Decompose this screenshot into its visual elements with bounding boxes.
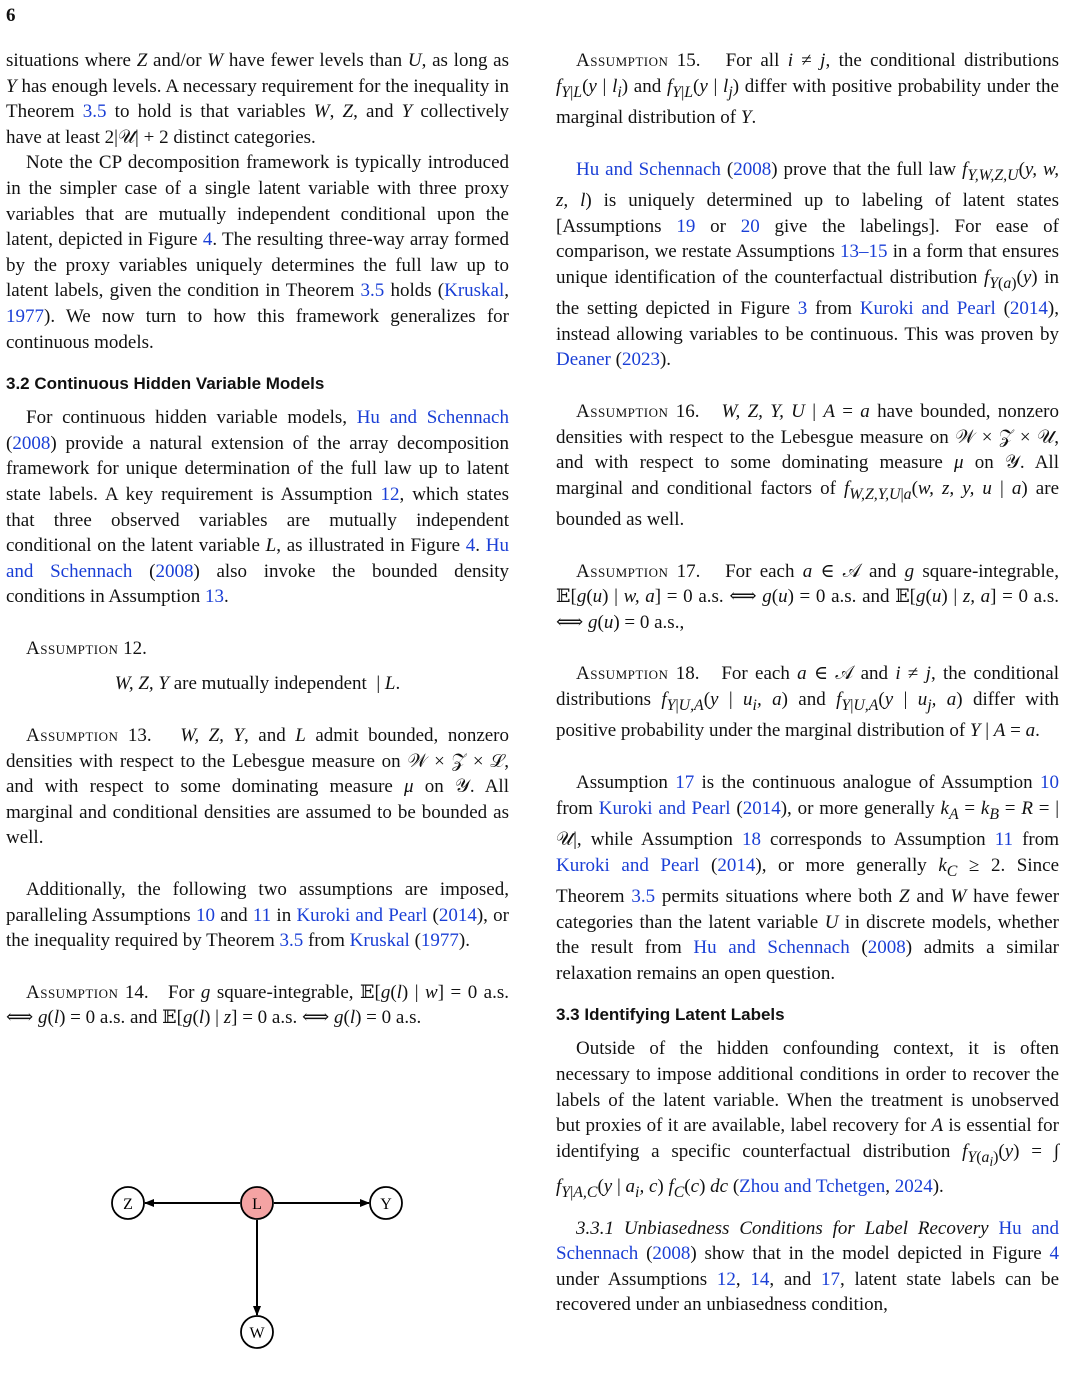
link-citation[interactable]: 2014 [1009,298,1048,320]
right-column [556,48,1059,1318]
node-w-label: W [249,1325,265,1342]
node-z-label: Z [123,1196,133,1213]
link-citation[interactable]: Zhou and Tchetgen [739,1176,886,1198]
paragraph: Additionally, the following two assumptions are imposed, paralleling Assumptions 10 and 11 in Kuroki and Pearl (2014), or the inequality required by Theorem 3.5 from Kruskal (1977). [6,879,509,952]
paragraph: Outside of the hidden confounding context, it is often necessary to impose additional conditions in order to recover the labels of the latent variable. When the treatment is unobserved but proxies of it are available, label recovery for A is essential for identifying a specific counterfactual distribution $f_{Y(a_i)}(y)$ = ∫ $f_{Y|A,C}(y$ | $a_i$, c) $f_C(c)$ dc (Zhou and Tchetgen, 2024). [556,1038,1059,1202]
link-theorem[interactable]: 3.5 [82,101,107,123]
link-assumption[interactable]: 12 [716,1268,736,1290]
link-citation[interactable]: 1977 [420,930,459,952]
link-citation[interactable]: Hu and Schennach [356,407,509,429]
link-assumption[interactable]: 13 [205,586,224,608]
link-assumption[interactable]: 11 [252,904,272,926]
link-figure[interactable]: 4 [202,229,213,251]
paragraph: Assumption 17 is the continuous analogue of Assumption 10 from Kuroki and Pearl (2014), or more generally $k_A = k_B = R$ = |𝒰|, while Assumption 18 corresponds to Assumption 11 from Kuroki and Pearl (2014), or more generally $k_C \ge 2$. Since Theorem 3.5 permits situations where both Z and W have fewer categories than the latent variable U in discrete models, whether the result from Hu and Schennach (2008) admits a similar relaxation remains an open question. [556,772,1060,984]
link-theorem[interactable]: 3.5 [631,886,656,908]
link-assumption[interactable]: 18 [741,829,761,851]
assumption-13: Assumption 13. W, Z, Y, and L admit bounded, nonzero densities with respect to the Lebesgue measure on 𝒲 × 𝒵 × ℒ, and with respect to some dominating measure μ on 𝒴. All marginal and conditional densities are assumed to be bounded as well. [6,725,510,849]
link-citation[interactable]: 2008 [733,158,772,180]
link-assumption[interactable]: 20 [740,215,760,237]
link-citation[interactable]: 2008 [155,560,194,582]
assumption-18: Assumption 18. For each a ∈ 𝒜 and i ≠ j, the conditional distributions $f_{Y|U,A}(y$ | $u_i$, a) and $f_{Y|U,A}(y$ | $u_j$, a) differ with positive probability under the marginal distribution of Y | A = a. [556,663,1059,742]
subsection-paragraph: 3.3.1 Unbiasedness Conditions for Label Recovery Hu and Schennach (2008) show that in the model depicted in Figure 4 under Assumptions 12, 14, and 17, latent state labels can be recovered under an unbiasedness condition, [556,1217,1060,1316]
left-column [6,48,509,1031]
link-citation[interactable]: 2024 [894,1176,933,1198]
link-citation[interactable]: Kuroki and Pearl [859,298,996,320]
link-citation[interactable]: 2008 [867,937,906,959]
link-figure[interactable]: 3 [797,298,808,320]
figure-4-diagram [100,1180,420,1360]
link-theorem[interactable]: 3.5 [279,930,304,952]
link-assumption[interactable]: 17 [821,1268,841,1290]
link-assumption[interactable]: 12 [380,483,400,505]
link-citation[interactable]: 2014 [717,854,756,876]
link-assumption[interactable]: 17 [675,772,695,794]
link-citation[interactable]: 2008 [12,432,51,454]
link-citation[interactable]: Hu and Schennach [576,158,721,180]
assumption-12-equation: W, Z, Y are mutually independent | L. [114,673,401,695]
page-number: 6 [6,5,16,26]
link-assumption[interactable]: 10 [195,904,215,926]
link-citation[interactable]: Kuroki and Pearl [556,854,700,876]
node-l-label: L [252,1196,262,1213]
link-citation[interactable]: Hu and Schennach [6,535,509,582]
link-theorem[interactable]: 3.5 [360,280,385,302]
link-citation[interactable]: Kruskal [444,280,505,302]
link-citation[interactable]: Kuroki and Pearl [598,797,731,819]
link-citation[interactable]: 2023 [621,349,660,371]
assumption-14: Assumption 14. For g square-integrable, 𝔼[g(l) | w] = 0 a.s. ⟺ g(l) = 0 a.s. and 𝔼[g(l) | z] = 0 a.s. ⟺ g(l) = 0 a.s. [6,981,509,1029]
assumption-17: Assumption 17. For each a ∈ 𝒜 and g square-integrable, 𝔼[g(u) | w, a] = 0 a.s. ⟺ g(u) = 0 a.s. and 𝔼[g(u) | z, a] = 0 a.s. ⟺ g(u) = 0 a.s., [556,560,1059,633]
link-citation[interactable]: 1977 [6,305,44,327]
paragraph: situations where Z and/or W have fewer levels than U, as long as Y has enough levels. A necessary requirement for the inequality in Theorem 3.5 to hold is that variables W, Z, and Y collectively have at least 2|𝒰| + 2 distinct categories. [6,50,510,148]
link-citation[interactable]: 2014 [742,797,781,819]
link-assumption[interactable]: 13–15 [840,241,888,263]
link-assumption[interactable]: 19 [676,215,696,237]
paragraph: For continuous hidden variable models, Hu and Schennach (2008) provide a natural extension of the array decomposition framework for unique determination of the full law up to latent state labels. A key requirement is Assumption 12, which states that three observed variables are mutually independent conditional on the latent variable L, as illustrated in Figure 4. Hu and Schennach (2008) also invoke the bounded density conditions in Assumption 13. [6,407,510,608]
link-citation[interactable]: Kruskal [349,930,410,952]
link-figure[interactable]: 4 [465,535,476,557]
assumption-16: Assumption 16. W, Z, Y, U | A = a have bounded, nonzero densities with respect to the Lebesgue measure on 𝒲 × 𝒵 × 𝒰, and with respect to some dominating measure μ on 𝒴. All marginal and conditional factors of $f_{W,Z,Y,U|a}(w$, z, y, u | a) are bounded as well. [556,400,1060,531]
link-citation[interactable]: Hu and Schennach [556,1217,1060,1265]
paragraph: Hu and Schennach (2008) prove that the full law $f_{Y,W,Z,U}(y$, w, z, l) is uniquely determined up to labeling of latent states [Assumptions 19 or 20 give the labelings]. For ease of comparison, we restate Assumptions 13–15 in a form that ensures unique identification of the counterfactual distribution $f_{Y(a)}(y)$ in the setting depicted in Figure 3 from Kuroki and Pearl (2014), instead allowing variables to be continuous. This was proven by Deaner (2023). [556,158,1060,371]
section-heading: 3.3 Identifying Latent Labels [556,1005,785,1025]
link-figure[interactable]: 4 [1049,1243,1060,1265]
link-assumption[interactable]: 14 [750,1268,770,1290]
link-citation[interactable]: Kuroki and Pearl [296,904,428,926]
link-assumption[interactable]: 11 [994,829,1013,851]
assumption-15: Assumption 15. For all i ≠ j, the conditional distributions $f_{Y|L}(y$ | $l_i$) and $f_{Y|L}(y$ | $l_j$) differ with positive probability under the marginal distribution of Y. [556,50,1059,128]
link-citation[interactable]: Deaner [556,349,611,371]
link-citation[interactable]: 2014 [438,904,477,926]
assumption-12-heading: Assumption 12. [26,637,147,659]
link-citation[interactable]: 2008 [652,1243,691,1265]
section-heading: 3.2 Continuous Hidden Variable Models [6,374,325,394]
link-citation[interactable]: Hu and Schennach [693,937,850,959]
subsection-heading: 3.3.1 Unbiasedness Conditions for Label Recovery [576,1217,989,1239]
node-y-label: Y [380,1196,392,1213]
link-assumption[interactable]: 10 [1039,772,1059,794]
paragraph: Note the CP decomposition framework is typically introduced in the simpler case of a single latent variable with three proxy variables that are mutually independent conditional upon the latent, depicted in Figure 4. The resulting three-way array formed by the proxy variables uniquely determines the full law up to latent labels, given the condition in Theorem 3.5 holds (Kruskal, 1977). We now turn to how this framework generalizes for continuous models. [6,152,510,353]
